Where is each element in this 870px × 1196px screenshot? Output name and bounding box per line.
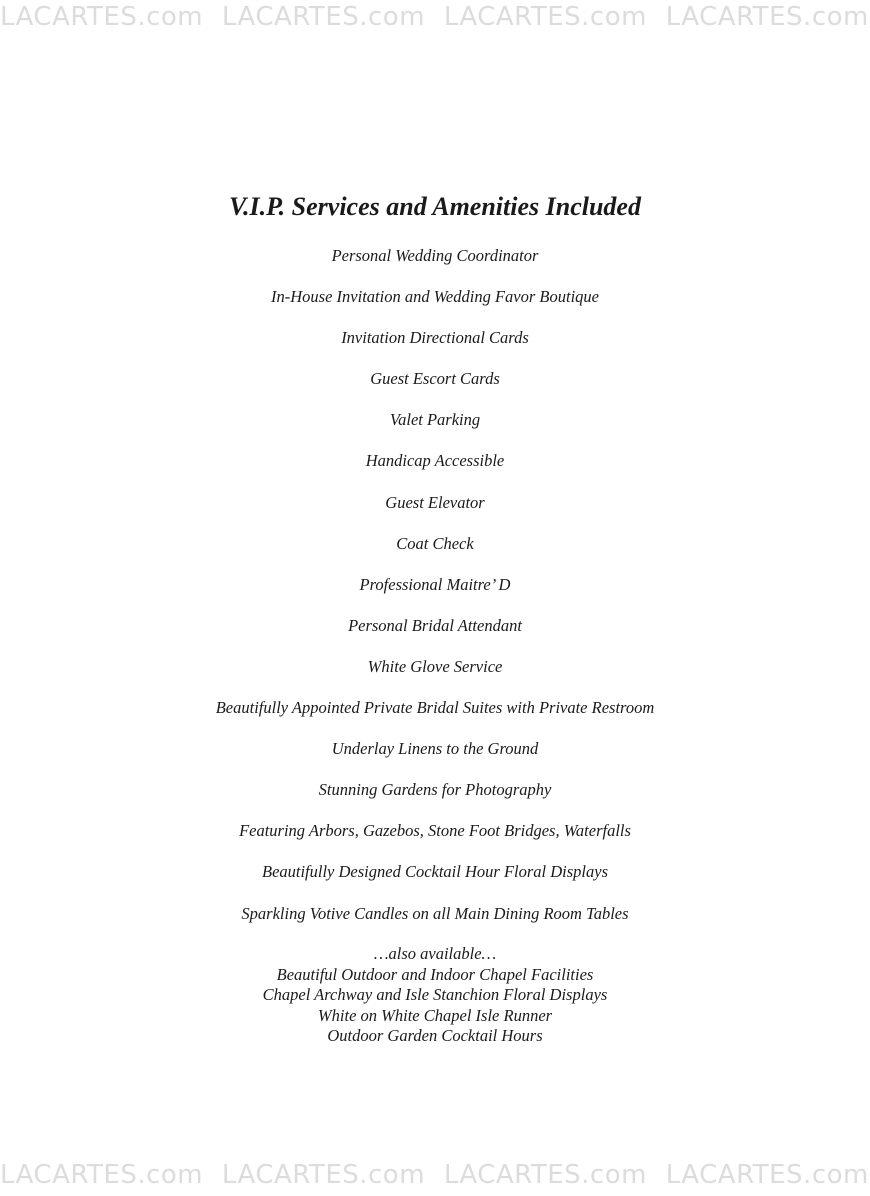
list-item: Featuring Arbors, Gazebos, Stone Foot Bridges, Waterfalls (239, 821, 631, 841)
watermark-top (0, 2, 870, 32)
list-item: White Glove Service (367, 656, 503, 676)
list-item: Personal Wedding Coordinator (331, 246, 539, 265)
list-item: Valet Parking (389, 410, 481, 430)
watermark-text: LACARTES.com (0, 2, 204, 32)
list-item: Handicap Accessible (365, 451, 505, 471)
watermark-text: LACARTES.com (665, 1160, 869, 1190)
list-item: Stunning Gardens for Photography (318, 780, 552, 800)
list-item: Guest Escort Cards (370, 369, 500, 389)
watermark-text: LACARTES.com (0, 1160, 204, 1190)
also-available-item: White on White Chapel Isle Runner (317, 1005, 553, 1025)
also-available-item: Beautiful Outdoor and Indoor Chapel Facilities (276, 964, 594, 984)
list-item: Guest Elevator (385, 492, 485, 512)
also-available-heading: …also available… (373, 944, 497, 963)
list-item: Personal Bridal Attendant (348, 615, 522, 635)
list-item: Beautifully Designed Cocktail Hour Floral Displays (261, 862, 608, 882)
also-available-item: Chapel Archway and Isle Stanchion Floral Displays (262, 985, 608, 1004)
list-item: Coat Check (396, 533, 474, 553)
watermark-text: LACARTES.com (443, 2, 647, 32)
list-item: Underlay Linens to the Ground (331, 739, 539, 759)
also-available-section (0, 944, 870, 1047)
watermark-bottom (0, 1160, 870, 1190)
page-title: V.I.P. Services and Amenities Included (229, 192, 641, 221)
watermark-text: LACARTES.com (443, 1160, 647, 1190)
list-item: Beautifully Appointed Private Bridal Suites with Private Restroom (215, 698, 655, 718)
watermark-text: LACARTES.com (665, 2, 869, 32)
watermark-text: LACARTES.com (221, 2, 426, 32)
also-available-item: Outdoor Garden Cocktail Hours (327, 1026, 543, 1045)
watermark-text: LACARTES.com (221, 1160, 426, 1190)
amenities-list (0, 245, 870, 944)
list-item: Invitation Directional Cards (341, 328, 529, 348)
list-item: Professional Maitre’ D (359, 574, 511, 594)
list-item: In-House Invitation and Wedding Favor Boutique (271, 287, 599, 307)
list-item: Sparkling Votive Candles on all Main Dining Room Tables (241, 903, 629, 923)
